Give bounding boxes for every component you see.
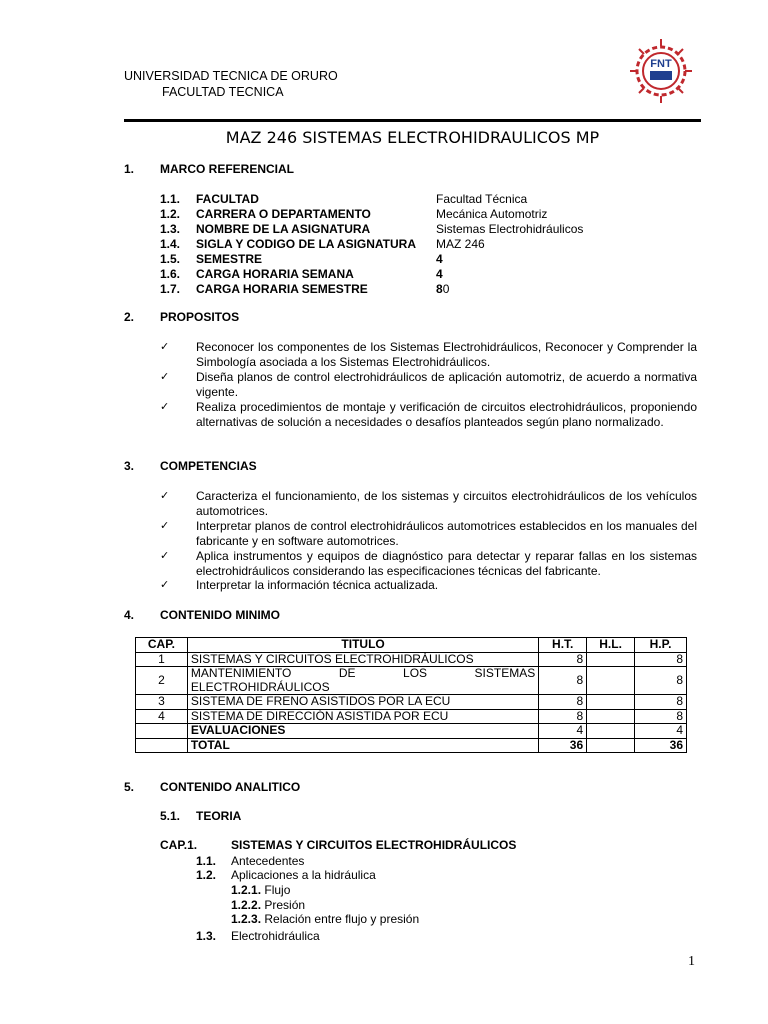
check-icon: ✓	[160, 518, 170, 532]
table-row: TOTAL 36 36	[136, 738, 687, 753]
toc-item: 1.2.1. Flujo	[231, 883, 291, 897]
column-header: H.T.	[539, 638, 587, 653]
svg-text:FNT: FNT	[650, 58, 672, 70]
document-title: MAZ 246 SISTEMAS ELECTROHIDRAULICOS MP	[225, 128, 600, 147]
propositos-list	[160, 340, 697, 429]
toc-item-text: Antecedentes	[231, 854, 305, 868]
list-item: ✓ Interpretar planos de control electrohidráulicos automotrices establecidos en los manuales del fabricante y en software automotrices.	[160, 518, 697, 548]
faculty-name: FACULTAD TECNICA	[162, 85, 284, 99]
university-name: UNIVERSIDAD TECNICA DE ORURO	[124, 69, 338, 83]
check-icon: ✓	[160, 489, 170, 502]
table-row: 3 SISTEMA DE FRENO ASISTIDOS POR LA ECU 8 8	[136, 695, 687, 710]
institution-header	[124, 68, 338, 100]
table-row: EVALUACIONES 4 4	[136, 724, 687, 739]
check-icon: ✓	[160, 578, 170, 592]
contenido-minimo-table	[135, 637, 687, 753]
toc-item: 1.2.2. Presión	[231, 898, 306, 912]
column-header: H.P.	[635, 638, 687, 653]
list-item: ✓ Reconocer los componentes de los Sistemas Electrohidráulicos, Reconocer y Comprender la Simbología asociada a los Sistemas Electrohidráulicos.	[160, 340, 697, 369]
university-logo	[621, 36, 701, 106]
check-icon: ✓	[160, 548, 170, 562]
chapter-title: SISTEMAS Y CIRCUITOS ELECTROHIDRÁULICOS	[231, 838, 517, 852]
table-row: 2 MANTENIMIENTO DE LOS SISTEMAS ELECTROHIDRÁULICOS 8 8	[136, 667, 687, 695]
list-item: ✓ Diseña planos de control electrohidráulicos de aplicación automotriz, de acuerdo a normativa vigente.	[160, 369, 697, 399]
toc-item: 1.2.3. Relación entre flujo y presión	[231, 912, 420, 926]
table-row: 4 SISTEMA DE DIRECCIÓN ASISTIDA POR ECU 8 8	[136, 709, 687, 724]
toc-item: 1.3.	[196, 929, 217, 943]
list-item: ✓ Aplica instrumentos y equipos de diagnóstico para detectar y reparar fallas en los sistemas electrohidráulicos considerando las especificaciones técnicas del fabricante.	[160, 548, 697, 578]
toc-item-text: Aplicaciones a la hidráulica	[231, 868, 376, 882]
toc-item: 1.2.	[196, 868, 217, 882]
table-row: 1 SISTEMAS Y CIRCUITOS ELECTROHIDRÁULICOS 8 8	[136, 652, 687, 667]
toc-item-text: Electrohidráulica	[231, 929, 320, 943]
chapter-label: CAP.1.	[160, 838, 198, 852]
column-header: TITULO	[187, 638, 538, 653]
column-header: H.L.	[587, 638, 635, 653]
competencias-list	[160, 489, 697, 593]
column-header: CAP.	[136, 638, 188, 653]
check-icon: ✓	[160, 399, 170, 413]
check-icon: ✓	[160, 340, 170, 353]
list-item: ✓ Caracteriza el funcionamiento, de los sistemas y circuitos electrohidráulicos de los vehículos automotrices.	[160, 489, 697, 518]
check-icon: ✓	[160, 369, 170, 383]
table-header-row	[136, 638, 687, 653]
list-item: ✓ Interpretar la información técnica actualizada.	[160, 578, 439, 593]
list-item: ✓ Realiza procedimientos de montaje y verificación de circuitos electrohidráulicos, proponiendo alternativas de solución a necesidades o desafíos planteados según plano normalizado.	[160, 399, 697, 429]
page-number: 1	[688, 954, 695, 969]
header-rule	[124, 119, 701, 122]
toc-item: 1.1.	[196, 854, 217, 868]
